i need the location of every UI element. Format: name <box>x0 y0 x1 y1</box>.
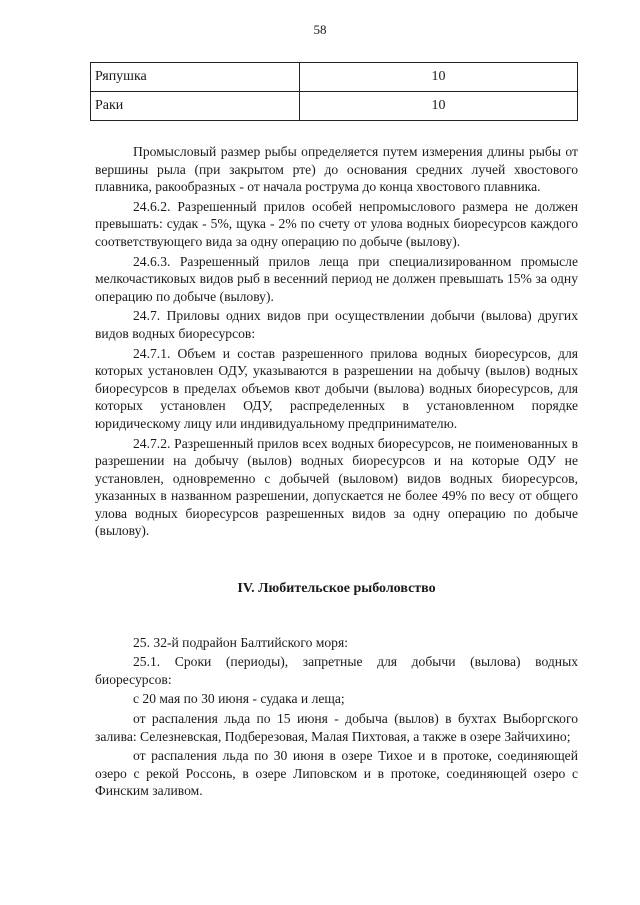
table-cell-value: 10 <box>300 63 578 92</box>
section-title: IV. Любительское рыболовство <box>237 581 436 597</box>
table-cell-species: Раки <box>91 92 300 121</box>
paragraph: 24.7. Приловы одних видов при осуществлении добычи (вылова) других видов водных биоресурсов: <box>95 308 578 341</box>
paragraph: Промысловый размер рыбы определяется путем измерения длины рыбы от вершины рыла (при закрытом рте) до основания средних лучей хвостового плавника, ракообразных - от начала рострума до конца хвостового плавника. <box>95 144 578 195</box>
table-row <box>91 92 578 121</box>
paragraph: 24.7.2. Разрешенный прилов всех водных биоресурсов, не поименованных в разрешении на добычу (вылов) водных биоресурсов и на которые ОДУ не установлен, одновременно с добычей (выловом) видов водных биоресурсов, указанных в названном разрешении, допускается не более 49% по весу от общего улова водных биоресурсов разрешенных видов за одну операцию по добыче (вылову). <box>95 435 578 539</box>
table-row <box>91 63 578 92</box>
paragraph: 24.7.1. Объем и состав разрешенного прилова водных биоресурсов, для которых установлен ОДУ, указываются в разрешении на добычу (вылов) водных биоресурсов в пределах объемов квот добычи (вылова) водных биоресурсов, для которых установлен ОДУ, распределенных в установленном порядке юридическому лицу или индивидуальному предпринимателю. <box>95 345 578 431</box>
document-body <box>95 143 578 802</box>
paragraph: 25. 32-й подрайон Балтийского моря: <box>133 634 348 650</box>
table-cell-species: Ряпушка <box>91 63 300 92</box>
paragraph: с 20 мая по 30 июня - судака и леща; <box>133 691 345 707</box>
bycatch-table <box>90 62 578 121</box>
paragraph: 25.1. Сроки (периоды), запретные для добычи (вылова) водных биоресурсов: <box>95 654 578 687</box>
paragraph: 24.6.3. Разрешенный прилов леща при специализированном промысле мелкочастиковых видов рыб в весенний период не должен превышать 15% за одну операцию по добыче (вылову). <box>95 253 578 304</box>
paragraph: от распаления льда по 15 июня - добыча (вылов) в бухтах Выборгского залива: Селезневская, Подберезовая, Малая Пихтовая, а также в озере Зайчихино; <box>95 711 578 744</box>
paragraph: от распаления льда по 30 июня в озере Тихое и в протоке, соединяющей озеро с рекой Россонь, в озере Липовском и в протоке, соединяющей озеро с Финским заливом. <box>95 748 578 799</box>
paragraph: 24.6.2. Разрешенный прилов особей непромыслового размера не должен превышать: судак - 5%, щука - 2% по счету от улова водных биоресурсов каждого соответствующего вида за одну операцию по добыче (вылову). <box>95 198 578 249</box>
table-cell-value: 10 <box>300 92 578 121</box>
page-number: 58 <box>313 22 327 37</box>
